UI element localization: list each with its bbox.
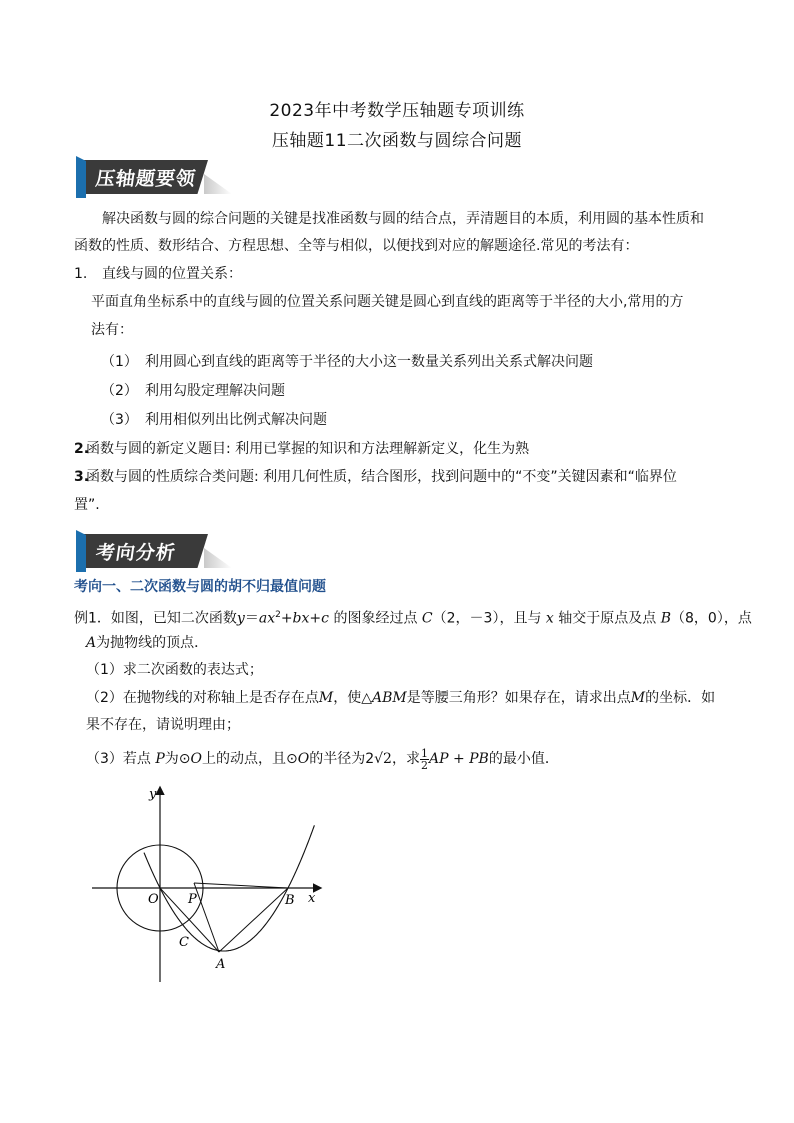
- q3-fraction-numerator: 1: [420, 746, 428, 760]
- section-banner-key-points: [76, 154, 226, 198]
- banner-label: 压轴题要领: [94, 168, 198, 190]
- point-c-coord: （2，－3），且与: [432, 610, 546, 627]
- method-3-number: （3）: [101, 412, 138, 428]
- item3-line-2: 置”.: [74, 497, 100, 513]
- banner-accent: [76, 530, 86, 572]
- segment-p-a: [194, 883, 219, 952]
- banner-shadow: [204, 548, 232, 568]
- item1-desc-line-2: 法有：: [91, 322, 133, 338]
- question-2-line-2: 果不存在，请说明理由；: [86, 717, 240, 733]
- item3-number: 3.: [74, 469, 90, 485]
- item1-desc-line-1: 平面直角坐标系中的直线与圆的位置关系问题关键是圆心到直线的距离等于半径的大小,常用的方: [91, 294, 684, 310]
- item1-number: 1.: [74, 266, 88, 282]
- example-line-2: [86, 630, 208, 657]
- q3-sqrt: √2: [374, 751, 392, 767]
- q3-text-mid-2: 上的动点，且⊙: [202, 751, 298, 767]
- section-banner-analysis: [76, 528, 226, 572]
- example-lead: 例1．如图，已知二次函数: [74, 610, 237, 627]
- q3-point-p: P: [155, 751, 165, 767]
- q2-text-mid: ，使△: [333, 690, 373, 706]
- method-2-text: 利用勾股定理解决问题: [145, 383, 285, 399]
- q3-text-mid-4: ，求: [391, 751, 420, 767]
- point-b-label: B: [660, 610, 671, 627]
- item2-text: 函数与圆的新定义题目: 利用已掌握的知识和方法理解新定义，化生为熟: [86, 441, 530, 457]
- q3-fraction-denominator: 2: [420, 758, 428, 772]
- q3-fraction: [420, 748, 429, 771]
- point-c-label: C: [421, 610, 433, 627]
- func-eq: ＝: [244, 610, 259, 627]
- q3-circle-o-2: O: [297, 751, 310, 767]
- question-3: [86, 746, 559, 773]
- func-y: y: [236, 610, 245, 627]
- banner-accent: [76, 156, 86, 198]
- label-origin: O: [148, 892, 159, 907]
- axis-x-label: x: [545, 610, 554, 627]
- point-a-label: A: [86, 635, 97, 651]
- example-mid-1: 的图象经过点: [329, 610, 422, 627]
- method-1-text: 利用圆心到直线的距离等于半径的大小这一数量关系列出关系式解决问题: [145, 354, 593, 370]
- q2-text-pre: （2）在抛物线的对称轴上是否存在点: [86, 690, 319, 706]
- q2-point-m: M: [318, 690, 334, 706]
- parabola-circle-figure: [88, 780, 338, 990]
- example-mid-2: 轴交于原点及点: [553, 610, 661, 627]
- q3-text-pre: （3）若点: [86, 751, 156, 767]
- q3-circle-o: O: [190, 751, 202, 767]
- intro-line-1: 解决函数与圆的综合问题的关键是找准函数与圆的结合点，弄清题目的本质，利用圆的基本性质和: [102, 211, 704, 227]
- label-a: A: [216, 957, 226, 972]
- segment-p-b: [194, 883, 288, 888]
- q3-text-mid-3: 的半径为2: [309, 751, 375, 767]
- example-line-1: [74, 602, 752, 633]
- method-2-number: （2）: [101, 383, 138, 399]
- q3-expression: AP + PB: [428, 751, 489, 767]
- q3-text-mid-1: 为⊙: [164, 751, 191, 767]
- point-b-coord: （8，0），点: [671, 610, 752, 627]
- banner-label: 考向分析: [94, 542, 178, 564]
- document-title-line1: 2023年中考数学压轴题专项训练: [269, 101, 525, 121]
- section-heading: 考向一、二次函数与圆的胡不归最值问题: [74, 579, 326, 595]
- q2-triangle-abm: ABM: [372, 690, 407, 706]
- method-3-text: 利用相似列出比例式解决问题: [145, 412, 327, 428]
- label-b: B: [285, 893, 295, 908]
- question-1: （1）求二次函数的表达式；: [86, 662, 263, 678]
- func-exponent: 2: [275, 610, 281, 620]
- q2-text-end: 的坐标．如: [645, 690, 716, 706]
- label-y: y: [149, 787, 157, 802]
- item3-line-1: 函数与圆的性质综合类问题: 利用几何性质，结合图形，找到问题中的“不变”关键因素和“临界位: [86, 469, 677, 485]
- func-rest: +bx+c: [280, 610, 329, 627]
- segment-a-b: [219, 888, 288, 952]
- example-line-2-text: 为抛物线的顶点．: [96, 635, 209, 651]
- q2-point-m-2: M: [630, 690, 646, 706]
- q2-text-post: 是等腰三角形？如果存在，请求出点: [406, 690, 631, 706]
- banner-shadow: [204, 174, 232, 194]
- item1-title: 直线与圆的位置关系：: [102, 266, 242, 282]
- method-1-number: （1）: [101, 354, 138, 370]
- q3-text-end: 的最小值．: [488, 751, 559, 767]
- document-title-line2: 压轴题11二次函数与圆综合问题: [271, 131, 523, 151]
- item2-number: 2.: [74, 441, 90, 457]
- func-a: ax: [258, 610, 276, 627]
- label-x: x: [308, 891, 316, 906]
- label-p: P: [188, 892, 197, 907]
- intro-line-2: 函数的性质、数形结合、方程思想、全等与相似，以便找到对应的解题途径.常见的考法有：: [74, 238, 639, 254]
- question-2-line-1: [86, 685, 715, 712]
- label-c: C: [179, 935, 189, 950]
